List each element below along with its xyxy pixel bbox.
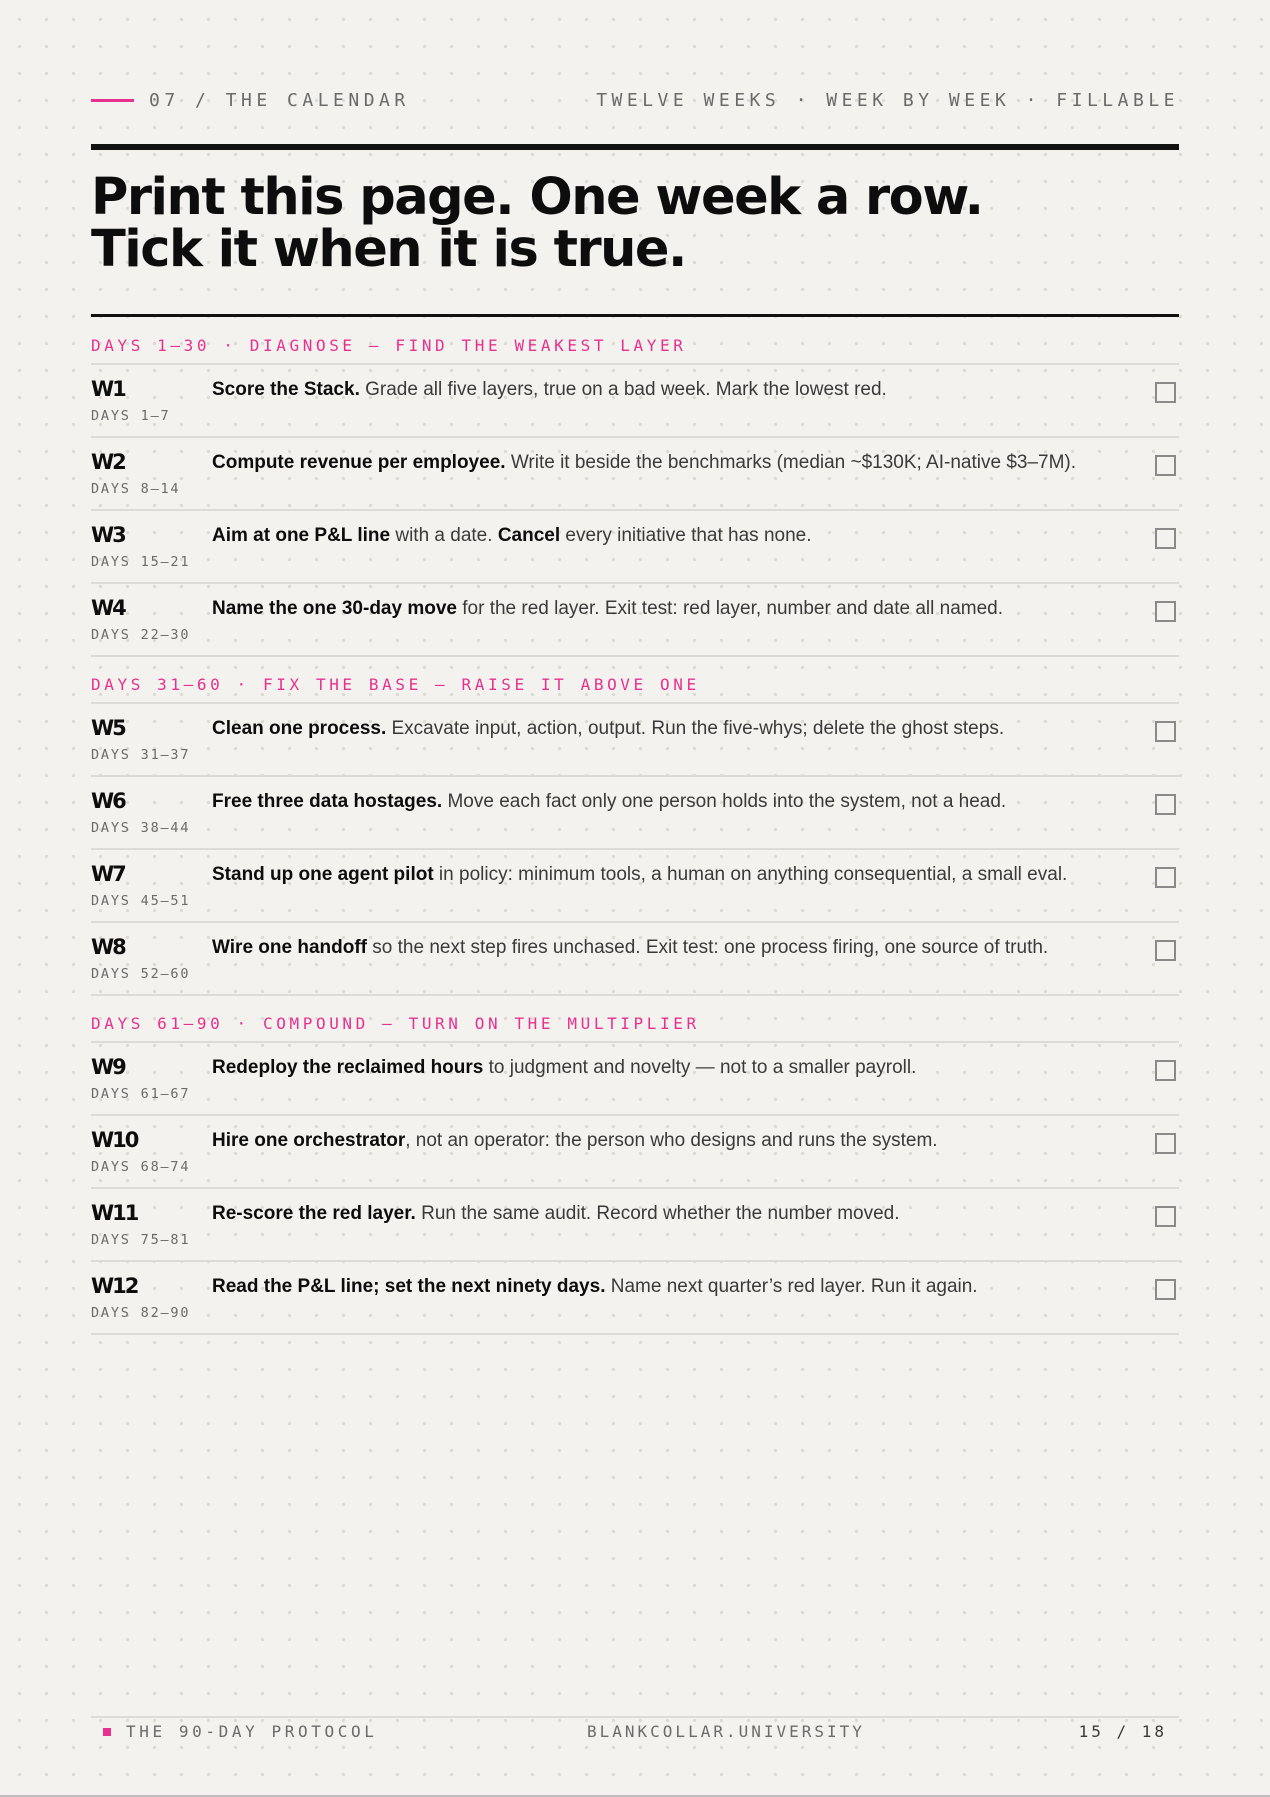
week-days: DAYS 68–74 [91,1159,191,1175]
week-row [91,1262,1179,1335]
week-task [212,1130,1122,1152]
week-number: W8 [91,935,125,959]
week-days: DAYS 45–51 [91,893,191,909]
top-bar [91,90,1179,114]
week-number: W11 [91,1201,138,1225]
task-emphasis: Stand up one agent pilot [212,864,434,885]
task-emphasis: Clean one process. [212,718,387,739]
task-text: with a date. [390,525,498,546]
week-row [91,511,1179,584]
week-checkbox[interactable] [1155,1060,1176,1081]
task-emphasis: Read the P&L line; set the next ninety days. [212,1276,606,1297]
task-text: Move each fact only one person holds into the system, not a head. [442,791,1007,812]
title-rule [91,314,1179,317]
header-meta: TWELVE WEEKS · WEEK BY WEEK · FILLABLE [596,90,1179,111]
footer-site: BLANKCOLLAR.UNIVERSITY [587,1722,865,1741]
week-days: DAYS 38–44 [91,820,191,836]
section-label: DAYS 31–60 · FIX THE BASE — RAISE IT ABOVE ONE [91,657,1179,704]
week-row [91,1189,1179,1262]
week-task [212,1203,1122,1225]
week-checkbox[interactable] [1155,721,1176,742]
page [91,0,1179,1797]
task-text: Excavate input, action, output. Run the five-whys; delete the ghost steps. [386,718,1005,739]
footer-square-icon [103,1728,111,1736]
week-checkbox[interactable] [1155,601,1176,622]
task-text: Name next quarter’s red layer. Run it again. [605,1276,978,1297]
week-task [212,525,1122,547]
week-checkbox[interactable] [1155,940,1176,961]
week-checkbox[interactable] [1155,382,1176,403]
title-line-2: Tick it when it is true. [91,220,686,279]
task-text: every initiative that has none. [560,525,812,546]
week-days: DAYS 61–67 [91,1086,191,1102]
week-number: W2 [91,450,125,474]
task-emphasis: Compute revenue per employee. [212,452,506,473]
week-row [91,438,1179,511]
week-days: DAYS 1–7 [91,408,171,424]
task-emphasis: Aim at one P&L line [212,525,391,546]
week-task [212,864,1122,886]
week-row [91,1116,1179,1189]
kicker-text: 07 / THE CALENDAR [149,90,410,111]
week-number: W10 [91,1128,138,1152]
week-row [91,1043,1179,1116]
week-days: DAYS 75–81 [91,1232,191,1248]
week-days: DAYS 22–30 [91,627,191,643]
task-emphasis: Free three data hostages. [212,791,443,812]
task-text: , not an operator: the person who designs and runs the system. [405,1130,938,1151]
week-days: DAYS 52–60 [91,966,191,982]
week-number: W6 [91,789,125,813]
week-checkbox[interactable] [1155,1279,1176,1300]
footer-left [103,1722,377,1741]
week-number: W5 [91,716,125,740]
calendar-sections [91,318,1179,1335]
task-emphasis: Wire one handoff [212,937,367,958]
week-number: W7 [91,862,125,886]
section-label: DAYS 61–90 · COMPOUND — TURN ON THE MULTIPLIER [91,996,1179,1043]
week-row [91,584,1179,657]
task-emphasis: Re-score the red layer. [212,1203,416,1224]
footer-protocol: THE 90-DAY PROTOCOL [126,1722,378,1741]
week-task [212,1057,1122,1079]
week-row [91,777,1179,850]
week-number: W9 [91,1055,125,1079]
footer-rule [91,1716,1179,1718]
week-row [91,850,1179,923]
week-task [212,379,1122,401]
accent-dash [91,99,134,102]
page-number: 15 / 18 [1078,1722,1167,1741]
week-checkbox[interactable] [1155,528,1176,549]
footer [91,1722,1179,1746]
week-checkbox[interactable] [1155,794,1176,815]
week-task [212,718,1122,740]
task-text: in policy: minimum tools, a human on anything consequential, a small eval. [433,864,1068,885]
section-label: DAYS 1–30 · DIAGNOSE — FIND THE WEAKEST LAYER [91,318,1179,365]
task-text: so the next step fires unchased. Exit test: one process firing, one source of truth. [367,937,1049,958]
task-emphasis: Redeploy the reclaimed hours [212,1057,484,1078]
week-number: W12 [91,1274,138,1298]
week-task [212,452,1122,474]
week-row [91,365,1179,438]
task-text: Write it beside the benchmarks (median ~$130K; AI-native $3–7M). [505,452,1077,473]
task-text: to judgment and novelty — not to a smaller payroll. [483,1057,917,1078]
chapter-kicker [91,90,410,111]
page-title [91,168,1179,279]
task-emphasis: Name the one 30-day move [212,598,457,619]
week-number: W1 [91,377,125,401]
task-emphasis: Cancel [497,525,561,546]
task-emphasis: Score the Stack. [212,379,360,400]
week-row [91,923,1179,996]
week-checkbox[interactable] [1155,455,1176,476]
week-task [212,791,1122,813]
task-text: for the red layer. Exit test: red layer, number and date all named. [456,598,1004,619]
task-emphasis: Hire one orchestrator [212,1130,406,1151]
week-days: DAYS 8–14 [91,481,181,497]
week-days: DAYS 15–21 [91,554,191,570]
week-number: W3 [91,523,125,547]
week-task [212,598,1122,620]
week-row [91,704,1179,777]
week-task [212,1276,1122,1298]
week-checkbox[interactable] [1155,1133,1176,1154]
title-line-1: Print this page. One week a row. [91,168,983,227]
week-checkbox[interactable] [1155,867,1176,888]
week-number: W4 [91,596,125,620]
header-rule [91,144,1179,150]
week-days: DAYS 31–37 [91,747,191,763]
week-checkbox[interactable] [1155,1206,1176,1227]
task-text: Grade all five layers, true on a bad week. Mark the lowest red. [359,379,887,400]
task-text: Run the same audit. Record whether the number moved. [415,1203,900,1224]
week-days: DAYS 82–90 [91,1305,191,1321]
week-task [212,937,1122,959]
